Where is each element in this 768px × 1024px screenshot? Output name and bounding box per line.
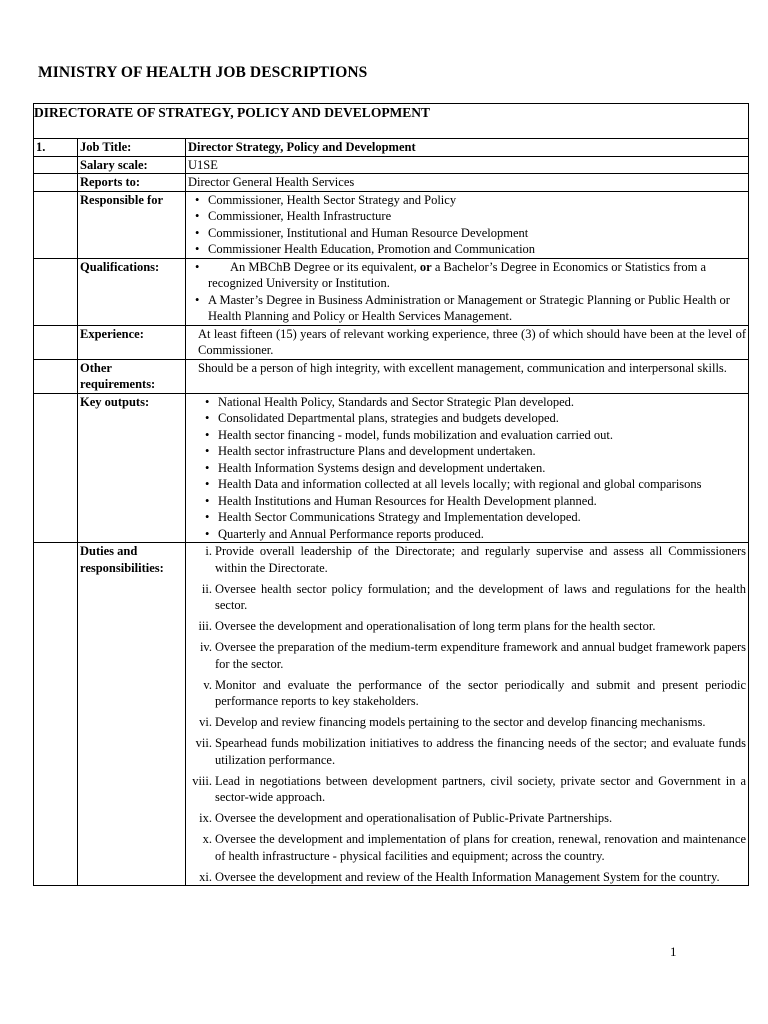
item-number: viii.: [192, 773, 212, 788]
other-requirements-row: [34, 359, 749, 393]
empty-cell: [34, 543, 78, 886]
list-item: [208, 259, 746, 292]
list-item: • National Health Policy, Standards and Sector Strategic Plan developed.: [218, 394, 746, 411]
item-text: Develop and review financing models pertaining to the sector and develop financing mechanisms.: [215, 715, 706, 729]
item-number: vi.: [199, 715, 212, 729]
empty-cell: [34, 258, 78, 325]
experience-value: At least fifteen (15) years of relevant working experience, three (3) of which should have been at the level of Commissioner.: [186, 325, 749, 359]
duties-list: [188, 543, 746, 885]
duties-row: [34, 543, 749, 886]
page-title: MINISTRY OF HEALTH JOB DESCRIPTIONS: [38, 64, 368, 81]
reports-value: Director General Health Services: [186, 174, 749, 192]
item-text: Oversee the development and operationalisation of Public-Private Partnerships.: [215, 811, 613, 825]
directorate-row: [34, 104, 749, 139]
item-text: Oversee health sector policy formulation; and the development of laws and regulations for the health sector.: [215, 581, 747, 612]
list-item: [188, 831, 746, 864]
list-item: [188, 773, 746, 806]
list-item: • Commissioner Health Education, Promotion and Communication: [208, 241, 746, 258]
item-number: iii.: [198, 619, 212, 633]
list-item: [188, 639, 746, 672]
job-number: 1.: [34, 139, 78, 157]
salary-row: [34, 156, 749, 174]
qualifications-list-cell: [186, 258, 749, 325]
item-number: ii.: [201, 581, 212, 596]
list-item: • Consolidated Departmental plans, strategies and budgets developed.: [218, 410, 746, 427]
other-requirements-label: [78, 359, 186, 393]
qualifications-label: Qualifications:: [78, 258, 186, 325]
list-item: [188, 735, 746, 768]
experience-row: [34, 325, 749, 359]
qual-text: An MBChB Degree or its equivalent,: [230, 259, 417, 274]
list-item: • Commissioner, Health Sector Strategy and Policy: [208, 192, 746, 209]
list-item: • Commissioner, Health Infrastructure: [208, 208, 746, 225]
list-item: [188, 543, 746, 576]
list-item: • Health Institutions and Human Resources for Health Development planned.: [218, 493, 746, 510]
item-text: Spearhead funds mobilization initiatives to address the financing needs of the sector; and evaluate funds utilization performance.: [215, 736, 747, 767]
reports-label: Reports to:: [78, 174, 186, 192]
job-title-label: Job Title:: [78, 139, 186, 157]
item-number: xi.: [199, 869, 212, 884]
item-text: Lead in negotiations between development partners, civil society, private sector and Government in a sector-wide approach.: [215, 773, 747, 804]
label-line: requirements:: [80, 377, 156, 391]
list-item: • Health sector financing - model, funds mobilization and evaluation carried out.: [218, 427, 746, 444]
qualifications-list: [188, 259, 746, 325]
list-item: • Health Information Systems design and development undertaken.: [218, 460, 746, 477]
list-item: [188, 618, 746, 635]
list-item: • Commissioner, Institutional and Human Resource Development: [208, 225, 746, 242]
item-text: Oversee the development and operationalisation of long term plans for the health sector.: [215, 619, 656, 633]
item-text: Monitor and evaluate the performance of the sector periodically and submit and present periodic performance reports to key stakeholders.: [215, 677, 747, 708]
empty-cell: [34, 191, 78, 258]
item-text: Provide overall leadership of the Directorate; and regularly supervise and assess all Commissioners within the Directorate.: [215, 544, 747, 575]
item-number: v.: [203, 677, 212, 692]
list-item: [188, 677, 746, 710]
other-requirements-value: Should be a person of high integrity, with excellent management, communication and interpersonal skills.: [186, 359, 749, 393]
empty-cell: [34, 325, 78, 359]
key-outputs-list-cell: [186, 393, 749, 543]
list-item: • Health Sector Communications Strategy and Implementation developed.: [218, 509, 746, 526]
label-line: responsibilities:: [80, 560, 164, 575]
job-description-table: [33, 103, 749, 886]
duties-label: [78, 543, 186, 886]
duties-list-cell: [186, 543, 749, 886]
key-outputs-row: [34, 393, 749, 543]
list-item: [188, 714, 746, 731]
list-item: • Quarterly and Annual Performance reports produced.: [218, 526, 746, 543]
item-number: vii.: [195, 736, 212, 750]
job-title-value: Director Strategy, Policy and Development: [186, 139, 749, 157]
salary-value: U1SE: [186, 156, 749, 174]
empty-cell: [34, 174, 78, 192]
responsible-label: Responsible for: [78, 191, 186, 258]
responsible-list: [188, 192, 746, 258]
empty-cell: [34, 359, 78, 393]
label-line: Duties and: [80, 544, 138, 558]
responsible-row: [34, 191, 749, 258]
item-number: iv.: [199, 640, 212, 654]
item-text: Oversee the development and implementation of plans for creation, renewal, renovation and maintenance of health infrastructure - physical facilities and equipment; across the country.: [215, 832, 747, 863]
qualifications-row: [34, 258, 749, 325]
directorate-heading: DIRECTORATE OF STRATEGY, POLICY AND DEVELOPMENT: [34, 104, 749, 139]
qual-or: or: [419, 259, 432, 274]
item-number: x.: [202, 832, 212, 846]
salary-label: Salary scale:: [78, 156, 186, 174]
key-outputs-label: Key outputs:: [78, 393, 186, 543]
item-number: i.: [205, 544, 212, 558]
item-number: ix.: [199, 811, 212, 825]
qual-text: a Bachelor’s Degree in Economics or Statistics from a recognized University or Institution.: [208, 259, 707, 290]
reports-row: [34, 174, 749, 192]
key-outputs-list: [188, 394, 746, 543]
experience-label: Experience:: [78, 325, 186, 359]
label-line: Other: [80, 360, 112, 375]
item-text: Oversee the preparation of the medium-term expenditure framework and annual budget framework papers for the sector.: [215, 640, 747, 671]
empty-cell: [34, 393, 78, 543]
list-item: [188, 869, 746, 886]
list-item: • A Master’s Degree in Business Administration or Management or Strategic Planning or Public Health or Health Planning and Policy or Health Services Management.: [208, 292, 746, 325]
list-item: • Health Data and information collected at all levels locally; with regional and global comparisons: [218, 476, 746, 493]
list-item: [188, 581, 746, 614]
job-title-row: [34, 139, 749, 157]
item-text: Oversee the development and review of the Health Information Management System for the country.: [215, 869, 720, 884]
empty-cell: [34, 156, 78, 174]
responsible-list-cell: [186, 191, 749, 258]
page-number: 1: [670, 944, 677, 959]
list-item: [188, 810, 746, 827]
list-item: • Health sector infrastructure Plans and development undertaken.: [218, 443, 746, 460]
